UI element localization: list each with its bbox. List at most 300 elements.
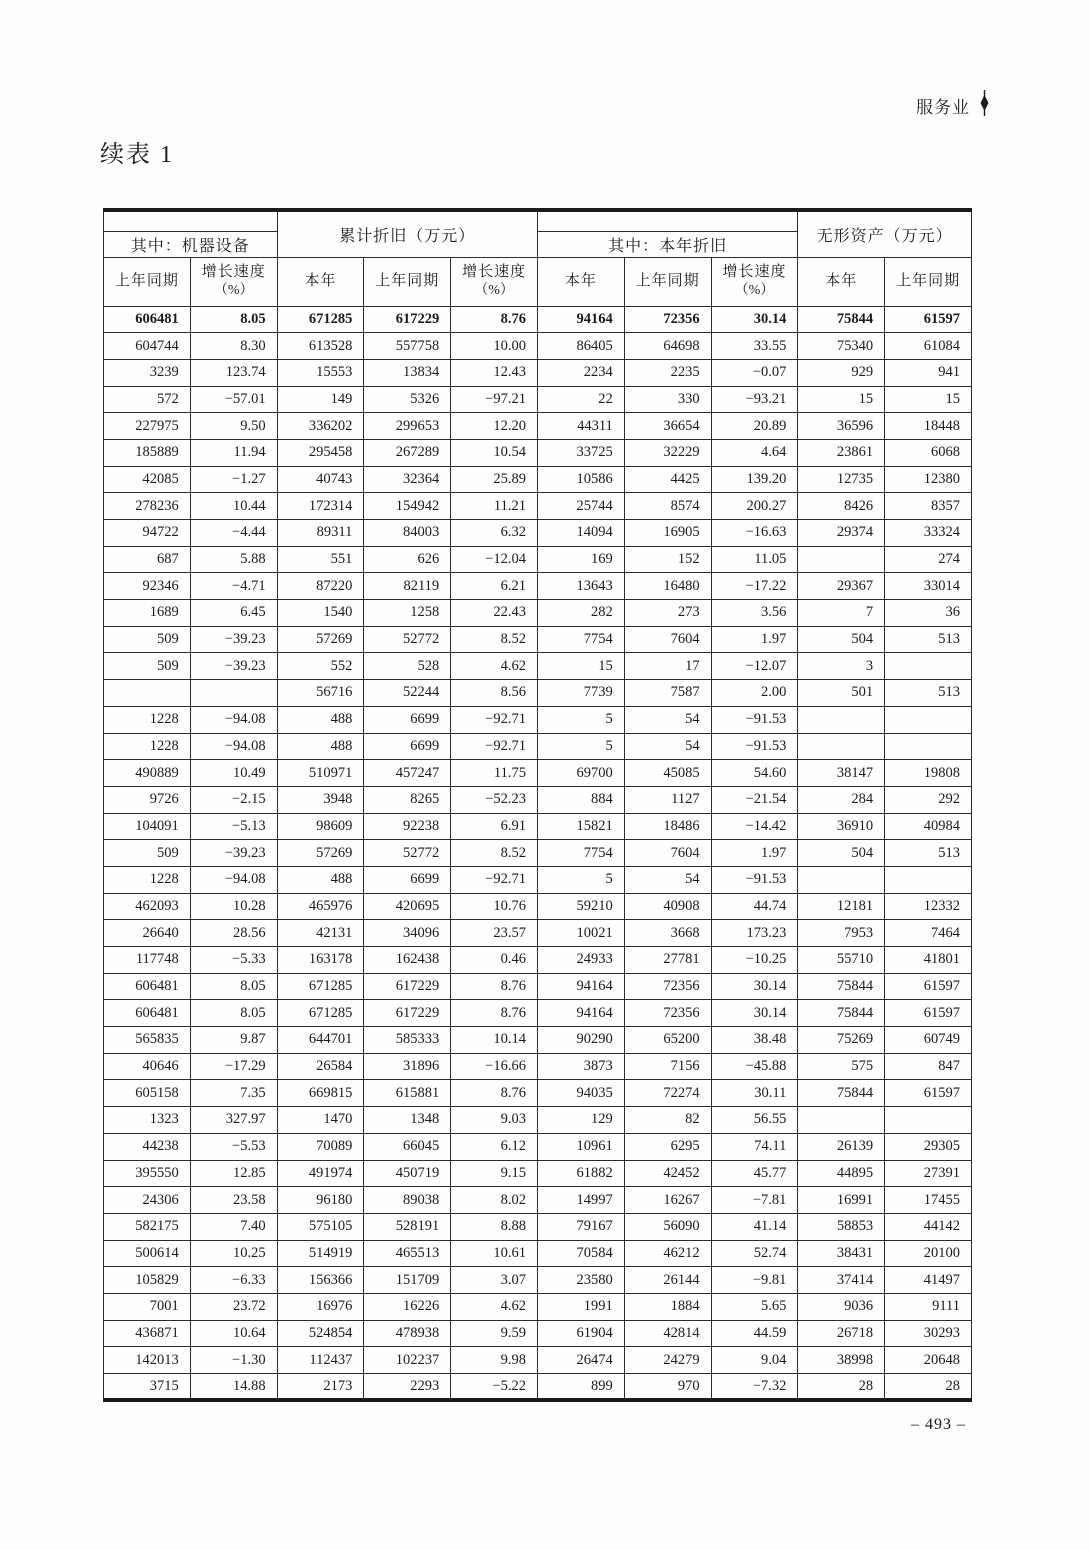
data-cell: 16226: [364, 1293, 451, 1320]
table-row: [104, 413, 972, 440]
data-cell: 27391: [885, 1160, 972, 1187]
data-cell: 12.85: [190, 1160, 277, 1187]
data-cell: 75844: [798, 973, 885, 1000]
data-cell: 9.15: [451, 1160, 538, 1187]
header-stair-cell-left: [104, 210, 278, 231]
data-cell: 10.61: [451, 1240, 538, 1267]
data-cell: 26584: [277, 1053, 364, 1080]
data-cell: 626: [364, 546, 451, 573]
table-row: [104, 1053, 972, 1080]
data-cell: 10.00: [451, 333, 538, 360]
data-cell: 26144: [624, 1267, 711, 1294]
data-cell: 15: [798, 386, 885, 413]
data-cell: 606481: [104, 973, 191, 1000]
data-cell: 44238: [104, 1133, 191, 1160]
data-cell: −92.71: [451, 733, 538, 760]
data-cell: −45.88: [711, 1053, 798, 1080]
data-cell: 8.76: [451, 306, 538, 333]
data-cell: −21.54: [711, 786, 798, 813]
data-cell: 7754: [537, 840, 624, 867]
data-cell: 27781: [624, 947, 711, 974]
data-cell: 30293: [885, 1320, 972, 1347]
data-cell: 36596: [798, 413, 885, 440]
data-cell: 8.05: [190, 973, 277, 1000]
data-cell: 28: [885, 1374, 972, 1401]
data-cell: 11.21: [451, 493, 538, 520]
data-cell: 2.00: [711, 680, 798, 707]
data-cell: 6699: [364, 733, 451, 760]
data-cell: 32364: [364, 466, 451, 493]
data-cell: −57.01: [190, 386, 277, 413]
data-cell: 12.20: [451, 413, 538, 440]
table-row: [104, 1213, 972, 1240]
data-cell: 510971: [277, 760, 364, 787]
data-cell: 37414: [798, 1267, 885, 1294]
data-cell: 75340: [798, 333, 885, 360]
data-cell: 615881: [364, 1080, 451, 1107]
table-body: [104, 306, 972, 1400]
table-row: [104, 1187, 972, 1214]
data-cell: 572: [104, 386, 191, 413]
data-cell: 38431: [798, 1240, 885, 1267]
data-cell: [798, 546, 885, 573]
data-cell: 72356: [624, 973, 711, 1000]
data-cell: 1540: [277, 600, 364, 627]
data-cell: −39.23: [190, 626, 277, 653]
data-cell: 16905: [624, 520, 711, 547]
data-cell: 606481: [104, 306, 191, 333]
data-cell: 10.14: [451, 1027, 538, 1054]
data-cell: 5: [537, 733, 624, 760]
data-cell: 22.43: [451, 600, 538, 627]
data-cell: 6.45: [190, 600, 277, 627]
data-cell: 420695: [364, 893, 451, 920]
data-cell: −6.33: [190, 1267, 277, 1294]
data-cell: 38998: [798, 1347, 885, 1374]
table-row: [104, 653, 972, 680]
data-cell: 33.55: [711, 333, 798, 360]
data-cell: 284: [798, 786, 885, 813]
data-cell: 169: [537, 546, 624, 573]
data-cell: 488: [277, 733, 364, 760]
data-cell: 34096: [364, 920, 451, 947]
data-cell: 6.21: [451, 573, 538, 600]
data-cell: 617229: [364, 1000, 451, 1027]
data-cell: 94164: [537, 973, 624, 1000]
data-cell: 1.97: [711, 626, 798, 653]
data-cell: 1689: [104, 600, 191, 627]
data-cell: 278236: [104, 493, 191, 520]
data-cell: 70089: [277, 1133, 364, 1160]
data-cell: 33324: [885, 520, 972, 547]
data-cell: 395550: [104, 1160, 191, 1187]
data-cell: 92238: [364, 813, 451, 840]
data-cell: [104, 680, 191, 707]
column-header: 本年: [277, 257, 364, 306]
data-cell: −5.33: [190, 947, 277, 974]
data-cell: 14094: [537, 520, 624, 547]
data-cell: −16.63: [711, 520, 798, 547]
data-cell: [885, 653, 972, 680]
data-cell: −9.81: [711, 1267, 798, 1294]
data-cell: 42452: [624, 1160, 711, 1187]
column-header: 上年同期: [885, 257, 972, 306]
data-cell: 15821: [537, 813, 624, 840]
data-cell: 24933: [537, 947, 624, 974]
data-cell: 7739: [537, 680, 624, 707]
data-cell: [798, 866, 885, 893]
data-cell: 488: [277, 706, 364, 733]
data-cell: 575: [798, 1053, 885, 1080]
data-cell: −5.53: [190, 1133, 277, 1160]
column-header: 增长速度 （%）: [190, 257, 277, 306]
data-cell: 61597: [885, 1000, 972, 1027]
data-cell: 457247: [364, 760, 451, 787]
data-cell: 156366: [277, 1267, 364, 1294]
data-cell: 59210: [537, 893, 624, 920]
data-cell: 528191: [364, 1213, 451, 1240]
data-cell: −17.29: [190, 1053, 277, 1080]
data-cell: 2235: [624, 359, 711, 386]
data-cell: 9111: [885, 1293, 972, 1320]
data-cell: 488: [277, 866, 364, 893]
data-cell: 64698: [624, 333, 711, 360]
data-cell: 8.05: [190, 306, 277, 333]
data-cell: 45.77: [711, 1160, 798, 1187]
data-cell: 16976: [277, 1293, 364, 1320]
data-cell: 44142: [885, 1213, 972, 1240]
data-cell: 10.76: [451, 893, 538, 920]
data-cell: 7001: [104, 1293, 191, 1320]
table-row: [104, 1107, 972, 1134]
data-cell: 163178: [277, 947, 364, 974]
data-cell: 687: [104, 546, 191, 573]
data-cell: 3.07: [451, 1267, 538, 1294]
data-cell: 8.52: [451, 840, 538, 867]
data-cell: 56716: [277, 680, 364, 707]
data-cell: 104091: [104, 813, 191, 840]
data-cell: 5.88: [190, 546, 277, 573]
data-cell: 84003: [364, 520, 451, 547]
data-cell: 45085: [624, 760, 711, 787]
data-cell: 54.60: [711, 760, 798, 787]
data-cell: 10.49: [190, 760, 277, 787]
data-cell: −7.81: [711, 1187, 798, 1214]
data-cell: 504: [798, 840, 885, 867]
data-cell: 25.89: [451, 466, 538, 493]
data-cell: 26640: [104, 920, 191, 947]
data-cell: 72356: [624, 1000, 711, 1027]
data-cell: 7604: [624, 626, 711, 653]
data-cell: 58853: [798, 1213, 885, 1240]
data-cell: 74.11: [711, 1133, 798, 1160]
group-header-machinery-equipment: 其中：机器设备: [104, 231, 278, 257]
table-row: [104, 947, 972, 974]
data-cell: 26474: [537, 1347, 624, 1374]
data-cell: 7604: [624, 840, 711, 867]
data-cell: 4.62: [451, 1293, 538, 1320]
data-cell: 9.59: [451, 1320, 538, 1347]
table-row: [104, 386, 972, 413]
data-cell: 1991: [537, 1293, 624, 1320]
data-cell: 10.64: [190, 1320, 277, 1347]
data-cell: 33014: [885, 573, 972, 600]
data-cell: 52772: [364, 840, 451, 867]
data-cell: 92346: [104, 573, 191, 600]
data-cell: 513: [885, 680, 972, 707]
data-cell: 18448: [885, 413, 972, 440]
data-cell: 3948: [277, 786, 364, 813]
column-header: 增长速度 （%）: [711, 257, 798, 306]
data-cell: 12380: [885, 466, 972, 493]
table-row: [104, 1267, 972, 1294]
data-cell: 54: [624, 706, 711, 733]
table-row: [104, 813, 972, 840]
data-cell: 1258: [364, 600, 451, 627]
data-cell: −2.15: [190, 786, 277, 813]
data-cell: 504: [798, 626, 885, 653]
data-cell: 465513: [364, 1240, 451, 1267]
table-header: [104, 210, 972, 306]
data-cell: 557758: [364, 333, 451, 360]
group-header-accumulated-depreciation: 累计折旧（万元）: [277, 210, 537, 257]
data-cell: 75844: [798, 1080, 885, 1107]
data-cell: 20648: [885, 1347, 972, 1374]
data-cell: 5: [537, 706, 624, 733]
table-row: [104, 1240, 972, 1267]
data-cell: 87220: [277, 573, 364, 600]
group-header-intangible-assets: 无形资产（万元）: [798, 210, 972, 257]
data-cell: 10.54: [451, 439, 538, 466]
data-cell: 10.44: [190, 493, 277, 520]
data-cell: 3239: [104, 359, 191, 386]
data-cell: 6.12: [451, 1133, 538, 1160]
data-cell: 3: [798, 653, 885, 680]
table-row: [104, 973, 972, 1000]
data-cell: [798, 733, 885, 760]
column-header: 增长速度 （%）: [451, 257, 538, 306]
data-cell: 267289: [364, 439, 451, 466]
data-cell: 25744: [537, 493, 624, 520]
data-cell: 94722: [104, 520, 191, 547]
data-cell: 23.72: [190, 1293, 277, 1320]
data-cell: 327.97: [190, 1107, 277, 1134]
data-cell: 8.52: [451, 626, 538, 653]
data-cell: 1228: [104, 733, 191, 760]
data-cell: 585333: [364, 1027, 451, 1054]
data-cell: 613528: [277, 333, 364, 360]
data-cell: −91.53: [711, 733, 798, 760]
table-row: [104, 920, 972, 947]
data-cell: 8426: [798, 493, 885, 520]
data-cell: 7.35: [190, 1080, 277, 1107]
table-row: [104, 1133, 972, 1160]
data-cell: 152: [624, 546, 711, 573]
data-cell: 8.02: [451, 1187, 538, 1214]
data-cell: 8.30: [190, 333, 277, 360]
data-cell: 56090: [624, 1213, 711, 1240]
data-cell: 94164: [537, 306, 624, 333]
data-cell: 57269: [277, 840, 364, 867]
data-cell: 123.74: [190, 359, 277, 386]
data-cell: 112437: [277, 1347, 364, 1374]
data-cell: 142013: [104, 1347, 191, 1374]
data-cell: 44311: [537, 413, 624, 440]
data-cell: −4.71: [190, 573, 277, 600]
table-row: [104, 546, 972, 573]
data-cell: 9.50: [190, 413, 277, 440]
data-cell: 139.20: [711, 466, 798, 493]
table-row: [104, 359, 972, 386]
data-cell: 42085: [104, 466, 191, 493]
data-cell: −92.71: [451, 706, 538, 733]
data-cell: 6.32: [451, 520, 538, 547]
data-cell: 6295: [624, 1133, 711, 1160]
data-cell: 941: [885, 359, 972, 386]
data-cell: 89311: [277, 520, 364, 547]
data-cell: 41.14: [711, 1213, 798, 1240]
data-cell: 12.43: [451, 359, 538, 386]
data-cell: −12.04: [451, 546, 538, 573]
data-cell: 20.89: [711, 413, 798, 440]
data-cell: [885, 706, 972, 733]
data-cell: 2234: [537, 359, 624, 386]
data-cell: 884: [537, 786, 624, 813]
data-cell: 644701: [277, 1027, 364, 1054]
data-cell: 17: [624, 653, 711, 680]
data-cell: 14.88: [190, 1374, 277, 1401]
data-cell: 282: [537, 600, 624, 627]
data-cell: 669815: [277, 1080, 364, 1107]
data-cell: 273: [624, 600, 711, 627]
data-cell: 528: [364, 653, 451, 680]
table-row: [104, 466, 972, 493]
data-cell: 513: [885, 626, 972, 653]
data-cell: 8.76: [451, 1080, 538, 1107]
data-cell: 57269: [277, 626, 364, 653]
data-cell: 28: [798, 1374, 885, 1401]
data-cell: 24306: [104, 1187, 191, 1214]
data-cell: 671285: [277, 973, 364, 1000]
data-cell: 292: [885, 786, 972, 813]
data-cell: 18486: [624, 813, 711, 840]
data-cell: 52244: [364, 680, 451, 707]
data-cell: −5.22: [451, 1374, 538, 1401]
page-number: – 493 –: [911, 1416, 966, 1433]
table-row: [104, 1293, 972, 1320]
data-cell: 149: [277, 386, 364, 413]
data-cell: 10.28: [190, 893, 277, 920]
data-cell: 61597: [885, 1080, 972, 1107]
data-cell: [190, 680, 277, 707]
data-cell: 154942: [364, 493, 451, 520]
data-cell: 29305: [885, 1133, 972, 1160]
data-cell: 41497: [885, 1267, 972, 1294]
data-cell: 11.94: [190, 439, 277, 466]
data-cell: 102237: [364, 1347, 451, 1374]
data-cell: 6699: [364, 706, 451, 733]
table-row: [104, 760, 972, 787]
data-cell: 501: [798, 680, 885, 707]
table-row: [104, 893, 972, 920]
data-cell: 15553: [277, 359, 364, 386]
data-cell: −4.44: [190, 520, 277, 547]
data-cell: 90290: [537, 1027, 624, 1054]
data-cell: 3668: [624, 920, 711, 947]
data-cell: −14.42: [711, 813, 798, 840]
data-cell: 29374: [798, 520, 885, 547]
data-cell: [798, 1107, 885, 1134]
data-cell: 22: [537, 386, 624, 413]
data-cell: 12181: [798, 893, 885, 920]
data-cell: 1228: [104, 866, 191, 893]
data-cell: 5326: [364, 386, 451, 413]
data-cell: 671285: [277, 1000, 364, 1027]
data-cell: 5.65: [711, 1293, 798, 1320]
data-cell: 1323: [104, 1107, 191, 1134]
data-cell: 38147: [798, 760, 885, 787]
data-cell: 44895: [798, 1160, 885, 1187]
column-header-row: [104, 257, 972, 306]
data-cell: [885, 1107, 972, 1134]
data-cell: 23861: [798, 439, 885, 466]
data-cell: −93.21: [711, 386, 798, 413]
data-cell: 2173: [277, 1374, 364, 1401]
data-cell: −0.07: [711, 359, 798, 386]
data-cell: −12.07: [711, 653, 798, 680]
data-cell: −52.23: [451, 786, 538, 813]
data-cell: 55710: [798, 947, 885, 974]
data-cell: 575105: [277, 1213, 364, 1240]
data-cell: 200.27: [711, 493, 798, 520]
table-row: [104, 520, 972, 547]
table-row: [104, 1160, 972, 1187]
data-cell: −16.66: [451, 1053, 538, 1080]
data-cell: 847: [885, 1053, 972, 1080]
data-cell: 19808: [885, 760, 972, 787]
section-ornament-icon: [979, 90, 990, 121]
table-row: [104, 706, 972, 733]
data-cell: 336202: [277, 413, 364, 440]
data-cell: −94.08: [190, 733, 277, 760]
data-cell: 1348: [364, 1107, 451, 1134]
running-header-label: 服务业: [916, 98, 970, 117]
data-cell: 10961: [537, 1133, 624, 1160]
data-cell: 24279: [624, 1347, 711, 1374]
table-row: [104, 840, 972, 867]
data-cell: 61597: [885, 973, 972, 1000]
data-cell: 3873: [537, 1053, 624, 1080]
data-cell: −94.08: [190, 866, 277, 893]
data-cell: 14997: [537, 1187, 624, 1214]
data-cell: 23580: [537, 1267, 624, 1294]
data-cell: −91.53: [711, 866, 798, 893]
data-cell: 44.59: [711, 1320, 798, 1347]
data-cell: 69700: [537, 760, 624, 787]
data-cell: −92.71: [451, 866, 538, 893]
data-cell: [885, 733, 972, 760]
data-cell: 8.05: [190, 1000, 277, 1027]
page-title: 续表 1: [100, 142, 174, 168]
running-header: [916, 90, 990, 121]
data-cell: 40646: [104, 1053, 191, 1080]
data-cell: 129: [537, 1107, 624, 1134]
table-row: [104, 1374, 972, 1401]
data-cell: 11.75: [451, 760, 538, 787]
data-cell: 436871: [104, 1320, 191, 1347]
statistics-table-wrap: [103, 208, 972, 1402]
data-cell: 604744: [104, 333, 191, 360]
